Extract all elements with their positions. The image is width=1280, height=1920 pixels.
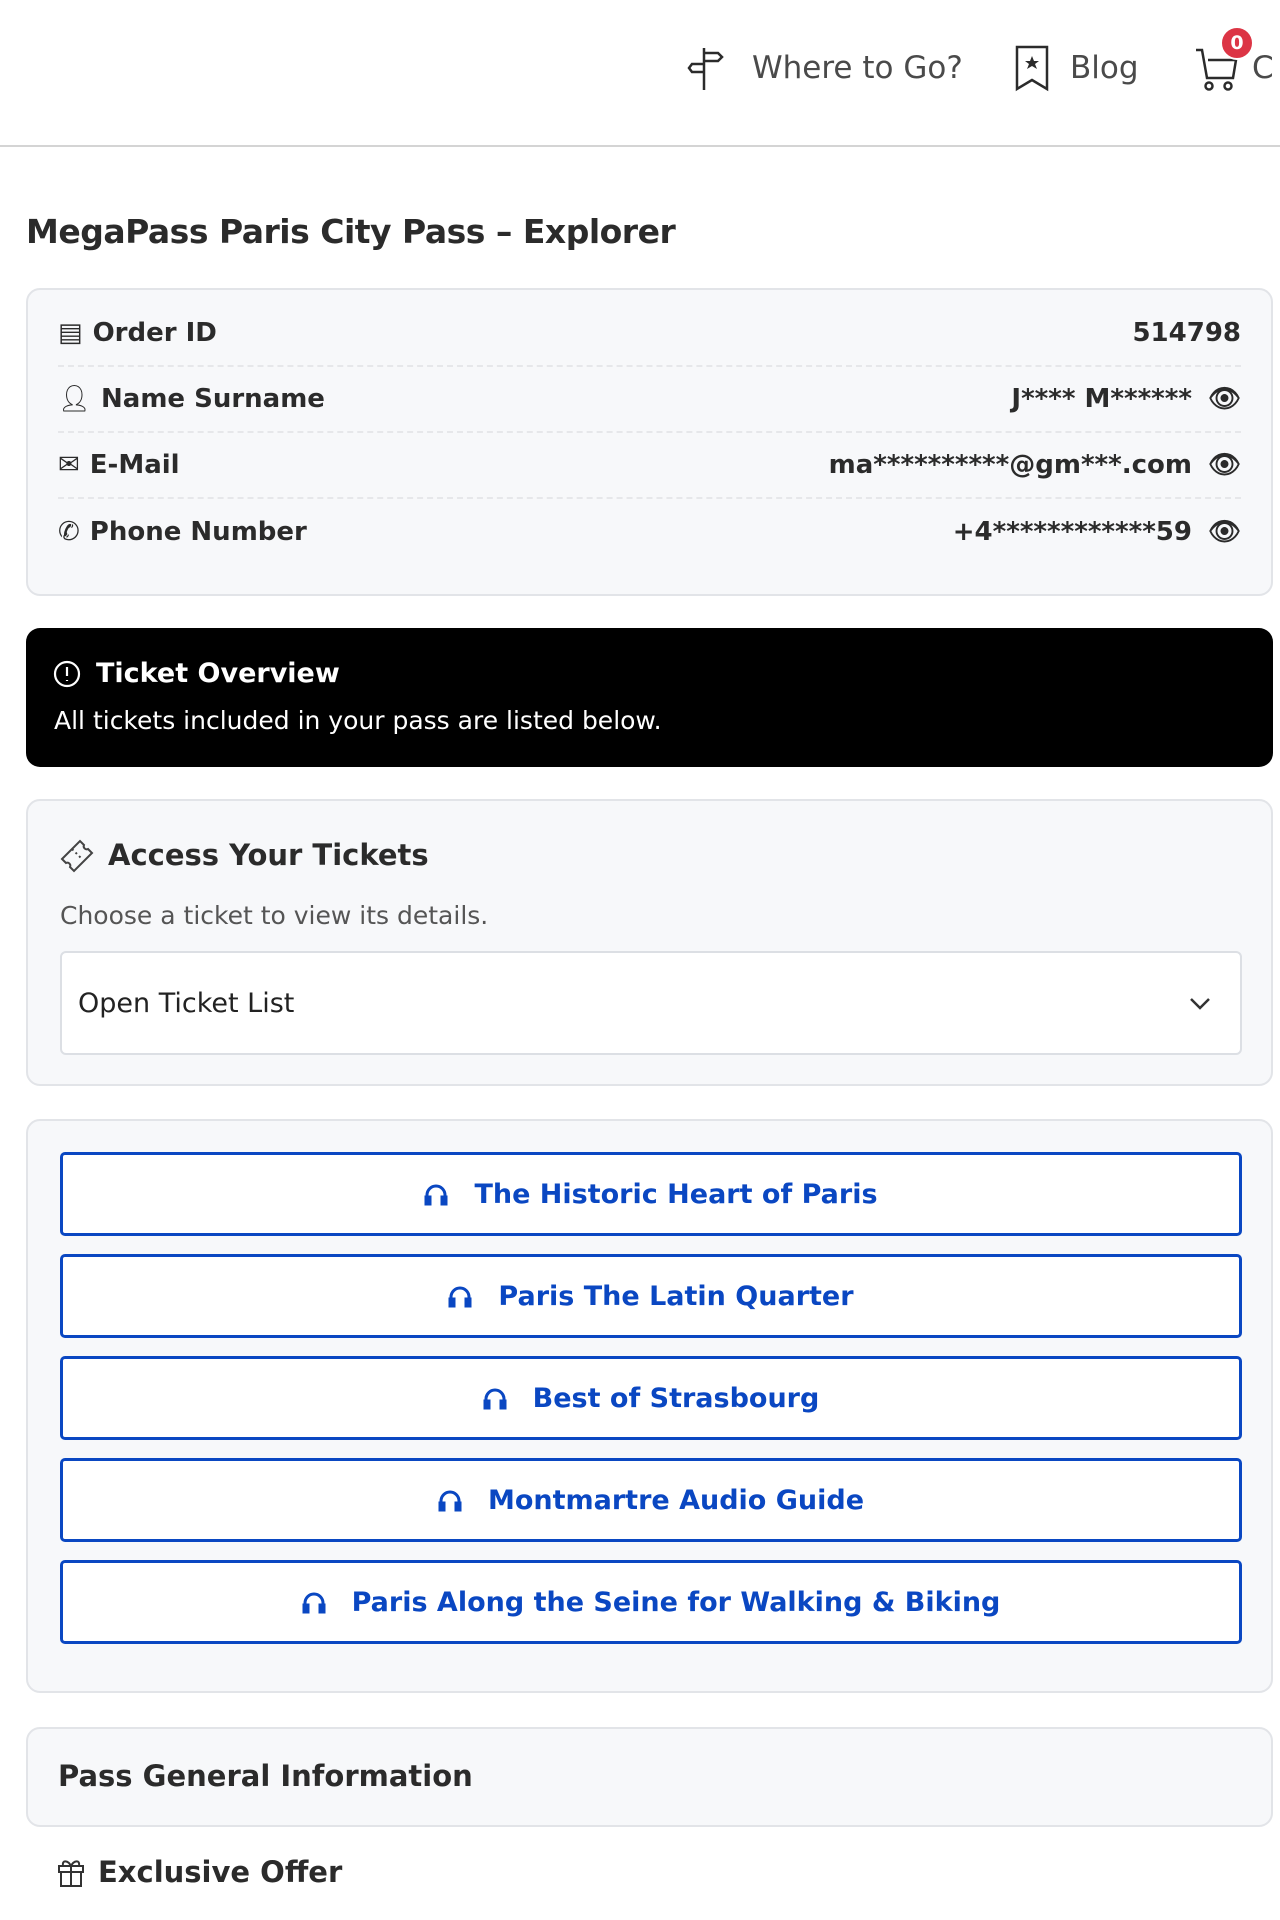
order-id-value: 514798 <box>1132 318 1241 348</box>
nav-blog-label: Blog <box>1070 50 1139 86</box>
headphones-icon <box>438 1488 462 1512</box>
top-header <box>0 0 1280 147</box>
nav-where-to-go[interactable] <box>686 44 963 92</box>
order-id-row <box>58 301 1241 367</box>
audio-guide-label: Paris Along the Seine for Walking & Biking <box>351 1586 1001 1618</box>
signpost-icon <box>686 44 734 92</box>
pass-general-info-title: Pass General Information <box>58 1759 473 1793</box>
user-icon: 👤︎ <box>58 384 92 414</box>
overview-text: All tickets included in your pass are listed below. <box>54 706 662 735</box>
exclusive-offer-title: Exclusive Offer <box>98 1855 343 1889</box>
phone-label: Phone Number <box>89 517 307 547</box>
audio-guide-button[interactable] <box>60 1356 1242 1440</box>
headphones-icon <box>483 1386 507 1410</box>
access-title: Access Your Tickets <box>108 838 429 872</box>
receipt-icon: ▤ <box>58 318 83 348</box>
eye-icon[interactable]: 👁︎ <box>1207 450 1241 480</box>
eye-icon[interactable]: 👁︎ <box>1207 517 1241 547</box>
audio-guide-label: Montmartre Audio Guide <box>487 1484 865 1516</box>
audio-guide-button[interactable] <box>60 1254 1242 1338</box>
headphones-icon <box>424 1182 448 1206</box>
audio-guides-card <box>26 1119 1273 1693</box>
order-id-label: Order ID <box>92 318 217 348</box>
access-tickets-card <box>26 799 1273 1086</box>
ticket-overview-banner <box>26 628 1273 767</box>
overview-title: Ticket Overview <box>96 658 340 689</box>
order-details-card <box>26 288 1273 596</box>
name-row <box>58 367 1241 433</box>
audio-guide-label: The Historic Heart of Paris <box>474 1178 878 1210</box>
ticket-icon <box>58 837 94 873</box>
audio-guide-label: Paris The Latin Quarter <box>498 1280 854 1312</box>
access-subtitle: Choose a ticket to view its details. <box>60 901 489 930</box>
gift-icon <box>56 1856 86 1888</box>
cart-count-badge: 0 <box>1220 26 1254 60</box>
mail-icon: ✉ <box>58 450 80 480</box>
audio-guide-button[interactable] <box>60 1458 1242 1542</box>
bookmark-star-icon <box>1012 44 1052 92</box>
audio-guide-button[interactable] <box>60 1152 1242 1236</box>
headphones-icon <box>448 1284 472 1308</box>
ticket-list-select-value: Open Ticket List <box>78 987 295 1019</box>
audio-guide-button[interactable] <box>60 1560 1242 1644</box>
phone-value: +4************59 <box>952 517 1192 547</box>
chevron-down-icon <box>1188 995 1212 1011</box>
page-title: MegaPass Paris City Pass – Explorer <box>26 212 676 251</box>
phone-icon: ✆ <box>58 517 80 547</box>
headphones-icon <box>302 1590 326 1614</box>
nav-blog[interactable] <box>1012 44 1139 92</box>
pass-general-info-card[interactable] <box>26 1727 1273 1827</box>
email-value: ma**********@gm***.com <box>828 450 1192 480</box>
ticket-list-select[interactable] <box>60 951 1242 1055</box>
nav-where-to-go-label: Where to Go? <box>752 50 963 86</box>
info-circle-icon <box>52 659 82 689</box>
phone-row <box>58 499 1241 565</box>
eye-icon[interactable]: 👁︎ <box>1207 384 1241 414</box>
email-label: E-Mail <box>89 450 180 480</box>
audio-guide-label: Best of Strasbourg <box>532 1382 820 1414</box>
nav-cart-label: C <box>1252 50 1274 86</box>
exclusive-offer-heading <box>56 1855 342 1889</box>
name-value: J**** M****** <box>1011 384 1192 414</box>
name-label: Name Surname <box>101 384 325 414</box>
email-row <box>58 433 1241 499</box>
